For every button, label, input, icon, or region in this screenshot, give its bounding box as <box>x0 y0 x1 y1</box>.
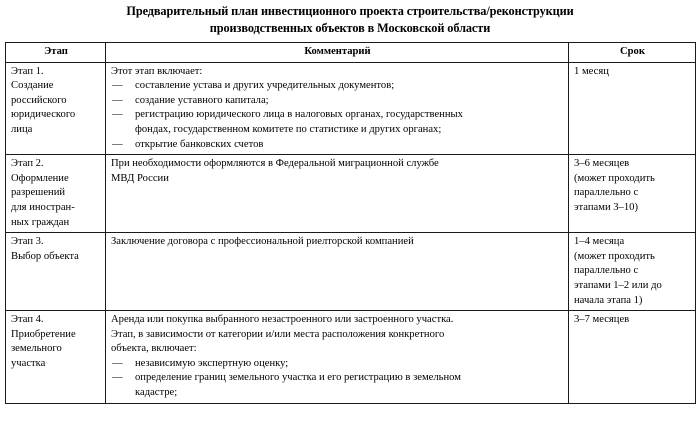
comment-line: Аренда или покупка выбранного незастроенного или застроенного участка. <box>111 314 454 326</box>
table-row <box>6 155 696 233</box>
stage-line: Этап 4. <box>11 314 44 326</box>
cell-term <box>569 233 696 311</box>
stage-line: Создание <box>11 80 54 92</box>
comment-line: Заключение договора с профессиональной риелторской компанией <box>111 236 414 248</box>
plan-table-container <box>5 42 695 404</box>
term-line: этапами 3–10) <box>574 201 638 213</box>
cell-stage <box>6 311 106 404</box>
em-dash-bullet-icon: — <box>112 80 123 92</box>
page-title-line: Предварительный план инвестиционного проекта строительства/реконструкции <box>126 4 574 18</box>
stage-line: российского <box>11 94 67 106</box>
term-line: 1–4 месяца <box>574 236 625 248</box>
comment-bullet-list <box>111 79 564 152</box>
em-dash-bullet-icon: — <box>112 357 123 369</box>
list-item-line: составление устава и других учредительных документов; <box>135 80 395 92</box>
list-item-line: определение границ земельного участка и его регистрацию в земельном <box>135 372 461 384</box>
stage-line: Этап 1. <box>11 65 44 77</box>
list-item-text <box>135 371 564 400</box>
stage-line: лица <box>11 123 33 135</box>
table-row <box>6 233 696 311</box>
list-item-line: фондах, государственном комитете по статистике и других органах; <box>135 123 442 135</box>
em-dash-bullet-icon: — <box>112 94 123 106</box>
list-item <box>111 79 564 94</box>
stage-line: участка <box>11 357 46 369</box>
cell-comment <box>106 233 569 311</box>
cell-comment <box>106 155 569 233</box>
stage-line: Выбор объекта <box>11 250 79 262</box>
column-header-term: Срок <box>569 43 696 63</box>
em-dash-bullet-icon: — <box>112 109 123 121</box>
stage-line: разрешений <box>11 187 66 199</box>
list-item-text <box>135 94 564 109</box>
list-item <box>111 357 564 372</box>
stage-line: юридического <box>11 109 76 121</box>
comment-line: МВД России <box>111 172 169 184</box>
term-line: начала этапа 1) <box>574 294 643 306</box>
comment-line: Этот этап включает: <box>111 65 203 77</box>
list-item <box>111 138 564 153</box>
list-item <box>111 108 564 137</box>
em-dash-bullet-icon: — <box>112 372 123 384</box>
list-item-text <box>135 79 564 94</box>
table-header <box>6 43 696 63</box>
list-item <box>111 94 564 109</box>
list-item-text <box>135 108 564 137</box>
term-line: этапами 1–2 или до <box>574 279 662 291</box>
stage-line: Приобретение <box>11 328 76 340</box>
term-line: 3–6 месяцев <box>574 158 630 170</box>
cell-stage <box>6 155 106 233</box>
cell-term <box>569 155 696 233</box>
stage-line: Этап 3. <box>11 236 44 248</box>
list-item-line: регистрацию юридического лица в налоговых органах, государственных <box>135 109 463 121</box>
list-item-text <box>135 138 564 153</box>
table-row <box>6 311 696 404</box>
comment-line: Этап, в зависимости от категории и/или места расположения конкретного <box>111 328 445 340</box>
page-title-line: производственных объектов в Московской области <box>209 21 491 35</box>
comment-bullet-list <box>111 357 564 401</box>
comment-line: При необходимости оформляются в Федеральной миграционной службе <box>111 158 439 170</box>
investment-plan-table <box>5 42 696 404</box>
list-item <box>111 371 564 400</box>
cell-stage <box>6 62 106 155</box>
list-item-line: открытие банковских счетов <box>135 138 264 150</box>
cell-comment <box>106 62 569 155</box>
term-line: (может проходить <box>574 172 655 184</box>
table-row <box>6 62 696 155</box>
term-line: параллельно с <box>574 187 639 199</box>
page-title <box>0 0 700 37</box>
list-item-line: независимую экспертную оценку; <box>135 357 289 369</box>
column-header-comment: Комментарий <box>106 43 569 63</box>
cell-stage <box>6 233 106 311</box>
term-line: параллельно с <box>574 265 639 277</box>
list-item-line: кадастре; <box>135 387 178 399</box>
term-line: 3–7 месяцев <box>574 314 630 326</box>
column-header-stage: Этап <box>6 43 106 63</box>
cell-term <box>569 311 696 404</box>
list-item-line: создание уставного капитала; <box>135 94 269 106</box>
cell-term <box>569 62 696 155</box>
stage-line: ных граждан <box>11 216 70 228</box>
stage-line: Оформление <box>11 172 69 184</box>
em-dash-bullet-icon: — <box>112 138 123 150</box>
stage-line: для иностран- <box>11 201 75 213</box>
table-body <box>6 62 696 403</box>
stage-line: Этап 2. <box>11 158 44 170</box>
list-item-text <box>135 357 564 372</box>
table-header-row <box>6 43 696 63</box>
term-line: (может проходить <box>574 250 655 262</box>
cell-comment <box>106 311 569 404</box>
stage-line: земельного <box>11 343 62 355</box>
term-line: 1 месяц <box>574 65 609 77</box>
comment-line: объекта, включает: <box>111 343 197 355</box>
